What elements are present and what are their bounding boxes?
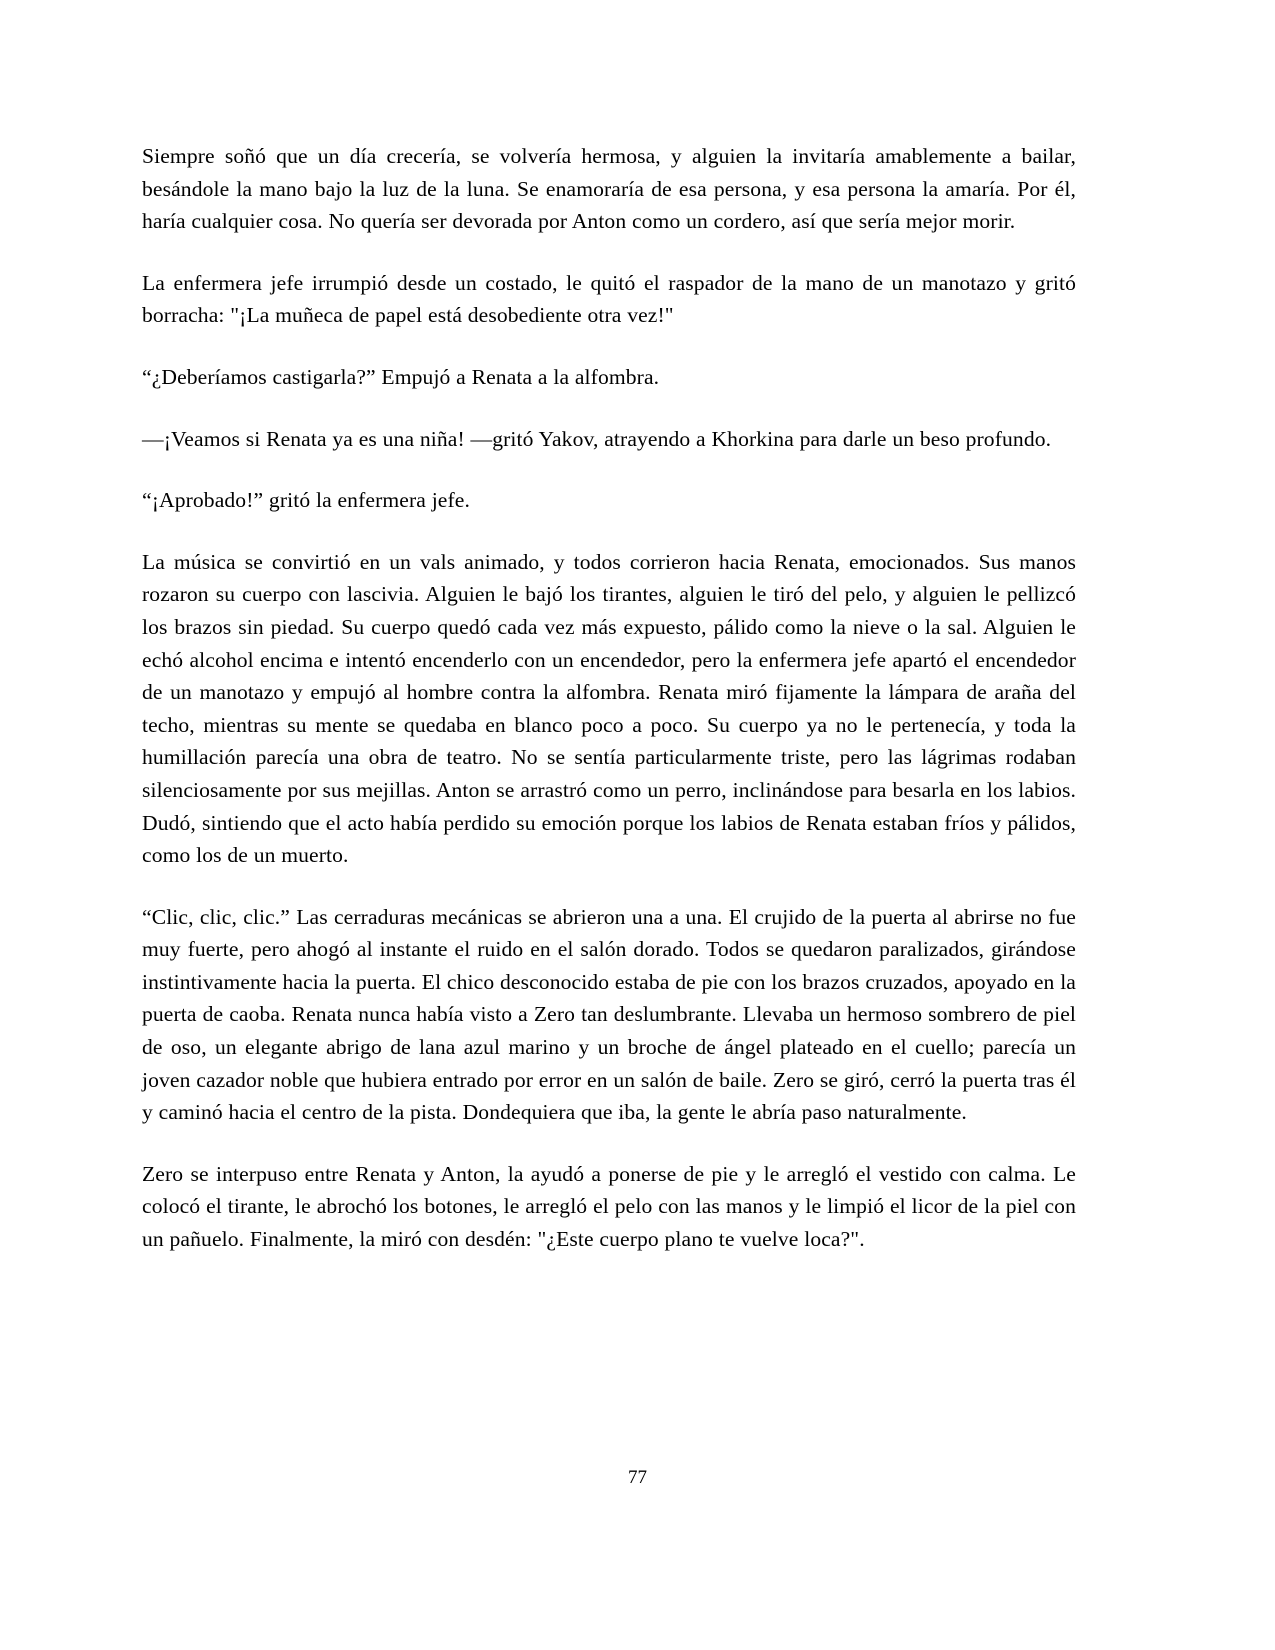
paragraph: “¿Deberíamos castigarla?” Empujó a Renata a la alfombra.	[142, 364, 660, 389]
paragraph: “¡Aprobado!” gritó la enfermera jefe.	[142, 488, 470, 513]
paragraph: Siempre soñó que un día crecería, se volvería hermosa, y alguien la invitaría amablemente a bailar, besándole la mano bajo la luz de la luna. Se enamoraría de esa persona, y esa persona la amaría. Por él, haría cualquier cosa. No quería ser devorada por Anton como un cordero, así que sería mejor morir.	[142, 144, 1076, 234]
page-body-text	[142, 140, 1076, 1256]
paragraph: —¡Veamos si Renata ya es una niña! —gritó Yakov, atrayendo a Khorkina para darle un beso profundo.	[142, 426, 1052, 451]
paragraph: La enfermera jefe irrumpió desde un costado, le quitó el raspador de la mano de un manotazo y gritó borracha: "¡La muñeca de papel está desobediente otra vez!"	[142, 270, 1076, 328]
paragraph: La música se convirtió en un vals animado, y todos corrieron hacia Renata, emocionados. Sus manos rozaron su cuerpo con lascivia. Alguien le bajó los tirantes, alguien le tiró del pelo, y alguien le pellizcó los brazos sin piedad. Su cuerpo quedó cada vez más expuesto, pálido como la nieve o la sal. Alguien le echó alcohol encima e intentó encenderlo con un encendedor, pero la enfermera jefe apartó el encendedor de un manotazo y empujó al hombre contra la alfombra. Renata miró fijamente la lámpara de araña del techo, mientras su mente se quedaba en blanco poco a poco. Su cuerpo ya no le pertenecía, y toda la humillación parecía una obra de teatro. No se sentía particularmente triste, pero las lágrimas rodaban silenciosamente por sus mejillas. Anton se arrastró como un perro, inclinándose para besarla en los labios. Dudó, sintiendo que el acto había perdido su emoción porque los labios de Renata estaban fríos y pálidos, como los de un muerto.	[142, 549, 1076, 868]
paragraph: “Clic, clic, clic.” Las cerraduras mecánicas se abrieron una a una. El crujido de la puerta al abrirse no fue muy fuerte, pero ahogó al instante el ruido en el salón dorado. Todos se quedaron paralizados, girándose instintivamente hacia la puerta. El chico desconocido estaba de pie con los brazos cruzados, apoyado en la puerta de caoba. Renata nunca había visto a Zero tan deslumbrante. Llevaba un hermoso sombrero de piel de oso, un elegante abrigo de lana azul marino y un broche de ángel plateado en el cuello; parecía un joven cazador noble que hubiera entrado por error en un salón de baile. Zero se giró, cerró la puerta tras él y caminó hacia el centro de la pista. Dondequiera que iba, la gente le abría paso naturalmente.	[142, 904, 1076, 1125]
paragraph: Zero se interpuso entre Renata y Anton, la ayudó a ponerse de pie y le arregló el vestido con calma. Le colocó el tirante, le abrochó los botones, le arregló el pelo con las manos y le limpió el licor de la piel con un pañuelo. Finalmente, la miró con desdén: "¿Este cuerpo plano te vuelve loca?".	[142, 1161, 1076, 1252]
page-number: 77	[628, 1467, 647, 1488]
